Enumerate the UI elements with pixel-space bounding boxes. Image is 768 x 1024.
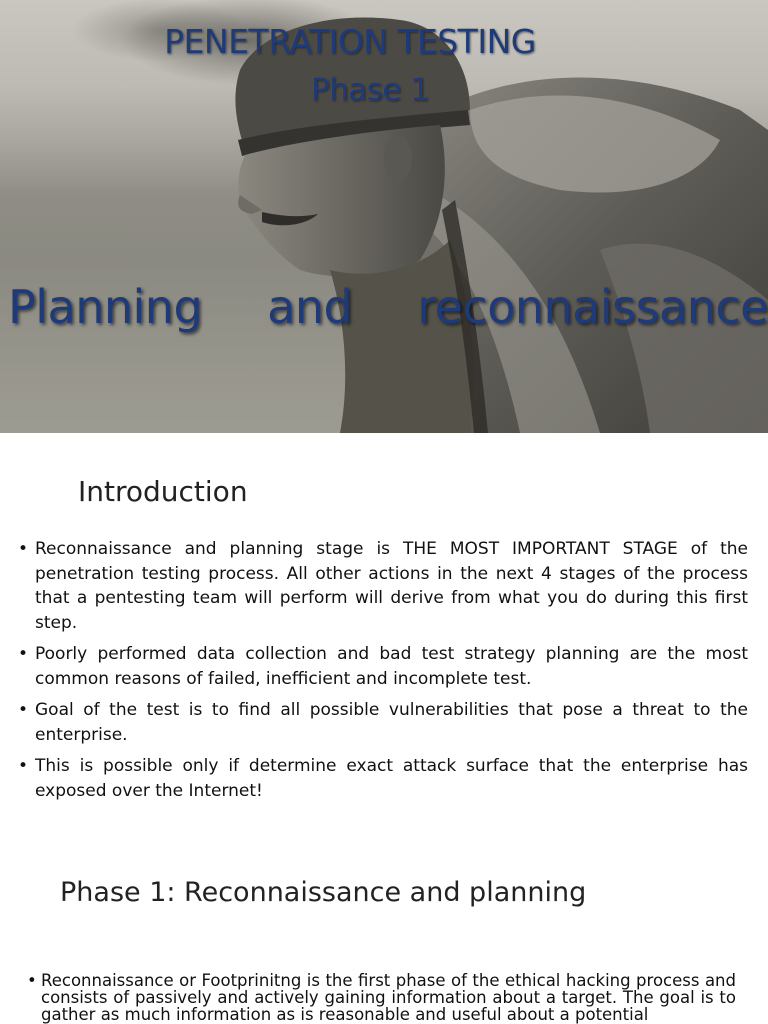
phase1-bullet-list [27, 972, 736, 1024]
bullet-text: Poorly performed data collection and bad test strategy planning are the most common reasons of failed, inefficient and incomplete test. [35, 644, 748, 689]
bullet-icon: • [27, 971, 37, 990]
phase1-slide [0, 833, 768, 1024]
bullet-text: This is possible only if determine exact attack surface that the enterprise has exposed over the Internet! [35, 756, 748, 801]
introduction-slide [0, 433, 768, 833]
list-item [18, 754, 748, 803]
slide-title [8, 280, 768, 334]
phase1-heading: Phase 1: Reconnaissance and planning [60, 877, 587, 908]
bullet-icon: • [18, 756, 29, 776]
list-item [18, 537, 748, 635]
introduction-bullet-list [18, 537, 748, 810]
slide-title-word-1: Planning [8, 280, 203, 334]
bullet-icon: • [18, 700, 29, 720]
slide-title-word-3: reconnaissance [417, 280, 768, 334]
list-item [27, 972, 736, 1023]
bullet-icon: • [18, 539, 29, 559]
bullet-text: Goal of the test is to find all possible vulnerabilities that pose a threat to the enterprise. [35, 700, 748, 745]
bullet-text: Reconnaissance or Footprinitng is the first phase of the ethical hacking process and consists of passively and actively gaining information about a target. The goal is to gather as much information as is reasonable and useful about a potential [41, 971, 736, 1024]
soldier-photo-image [0, 0, 768, 433]
presentation-title: PENETRATION TESTING [164, 22, 536, 61]
title-slide [0, 0, 768, 433]
presentation-subtitle: Phase 1 [310, 72, 430, 108]
list-item [18, 642, 748, 691]
slide-title-word-2: and [267, 280, 353, 334]
list-item [18, 698, 748, 747]
introduction-heading: Introduction [78, 475, 248, 508]
bullet-icon: • [18, 644, 29, 664]
bullet-text: Reconnaissance and planning stage is THE MOST IMPORTANT STAGE of the penetration testing process. All other actions in the next 4 stages of the process that a pentesting team will perform will derive from what you do during this first step. [35, 539, 748, 633]
